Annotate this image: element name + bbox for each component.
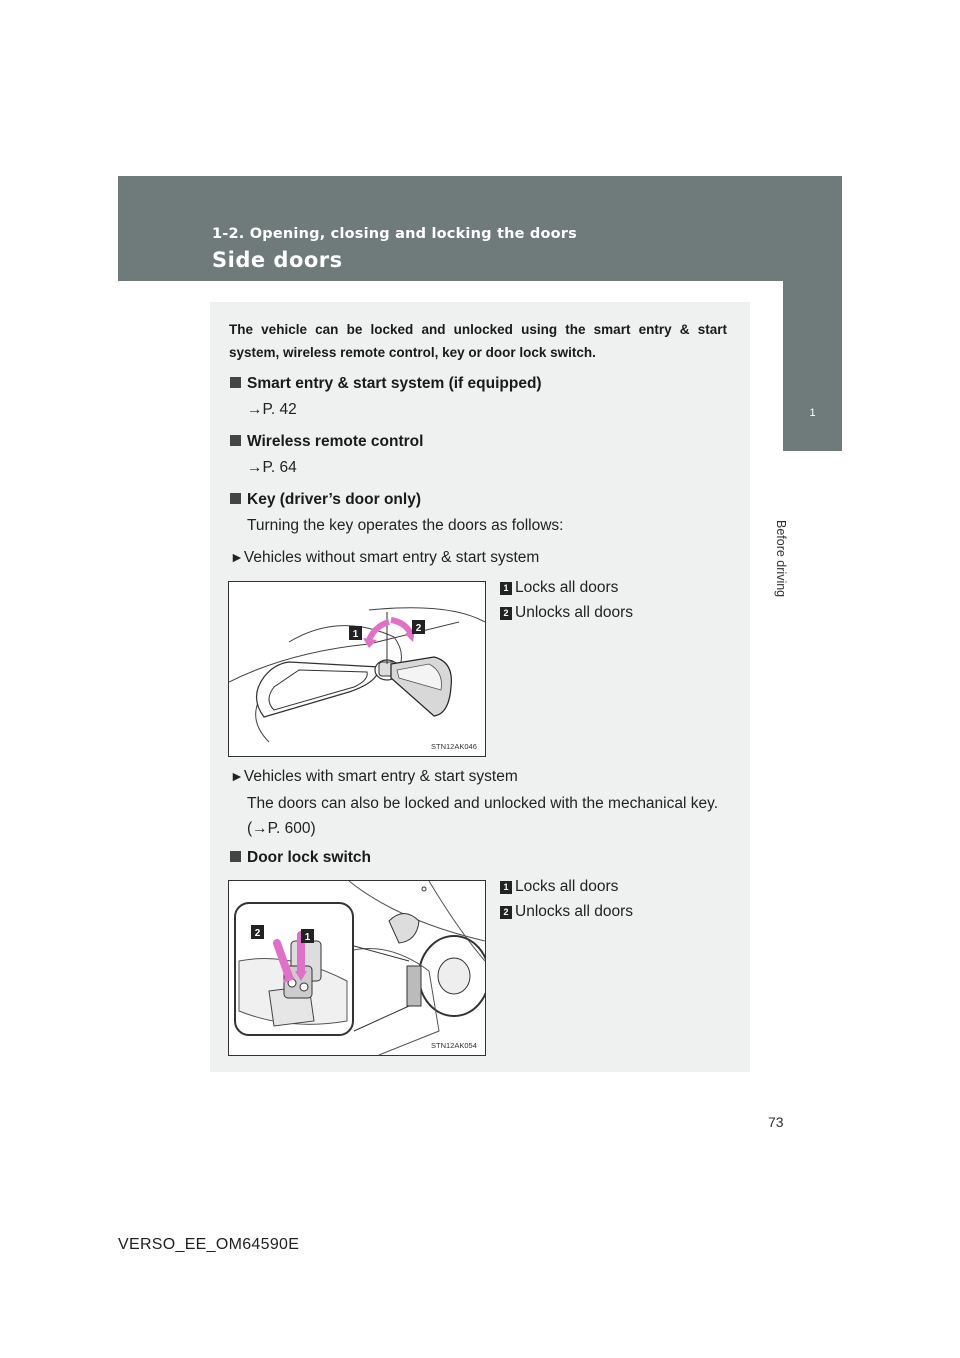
legend-text: Unlocks all doors (515, 604, 634, 621)
document-code: VERSO_EE_OM64590E (118, 1236, 300, 1253)
legend-text: Locks all doors (515, 579, 619, 596)
triangle-bullet-icon: ► (230, 768, 244, 784)
variant-without-smart-entry (230, 549, 539, 567)
figure-code: STN12AK046 (431, 742, 477, 751)
section-label: 1-2. Opening, closing and locking the doors (212, 226, 577, 242)
figure-code: STN12AK054 (431, 1041, 477, 1050)
svg-text:1: 1 (304, 932, 311, 943)
triangle-bullet-icon: ► (230, 549, 244, 565)
intro-text: The vehicle can be locked and unlocked using the smart entry & start system, wireless remote control, key or door lock switch. (229, 322, 727, 360)
door-switch-illustration (229, 881, 485, 1055)
heading-wireless-remote (230, 433, 423, 451)
key-description: Turning the key operates the doors as follows: (247, 517, 564, 534)
key-door-illustration (229, 582, 485, 756)
number-badge: 1 (500, 582, 512, 595)
heading-door-lock-switch (230, 849, 371, 867)
bullet-square-icon (230, 377, 241, 388)
number-badge: 2 (500, 906, 512, 919)
figure-door-lock-switch (228, 880, 486, 1056)
heading-key (230, 491, 421, 509)
legend-text: Locks all doors (515, 878, 619, 895)
legend-text: Unlocks all doors (515, 903, 634, 920)
chapter-number: 1 (809, 407, 816, 419)
page-number: 73 (768, 1114, 784, 1130)
number-badge: 1 (500, 881, 512, 894)
bullet-square-icon (230, 493, 241, 504)
page-title: Side doors (212, 248, 343, 272)
variant-label: Vehicles without smart entry & start system (243, 549, 540, 566)
svg-text:1: 1 (352, 629, 359, 640)
variant-with-smart-entry (230, 768, 518, 786)
figure-key-lock (228, 581, 486, 757)
mechanical-key-note: The doors can also be locked and unlocked with the mechanical key. (→P. 600) (247, 795, 719, 837)
heading-label: Key (driver’s door only) (247, 491, 421, 508)
bullet-square-icon (230, 851, 241, 862)
legend-key-1 (500, 579, 618, 597)
heading-smart-entry (230, 375, 542, 393)
heading-label: Wireless remote control (247, 433, 424, 450)
side-tab-bar (783, 176, 842, 381)
heading-label: Door lock switch (247, 849, 372, 866)
bullet-square-icon (230, 435, 241, 446)
legend-key-2 (500, 604, 633, 622)
chapter-label: Before driving (774, 520, 788, 598)
page-ref-wireless-remote: →P. 64 (247, 459, 297, 476)
svg-text:2: 2 (254, 928, 261, 939)
page-ref-smart-entry: →P. 42 (247, 401, 297, 418)
number-badge: 2 (500, 607, 512, 620)
heading-label: Smart entry & start system (if equipped) (247, 375, 542, 392)
svg-text:2: 2 (415, 623, 422, 634)
legend-switch-2 (500, 903, 633, 921)
variant-label: Vehicles with smart entry & start system (243, 768, 518, 785)
legend-switch-1 (500, 878, 618, 896)
